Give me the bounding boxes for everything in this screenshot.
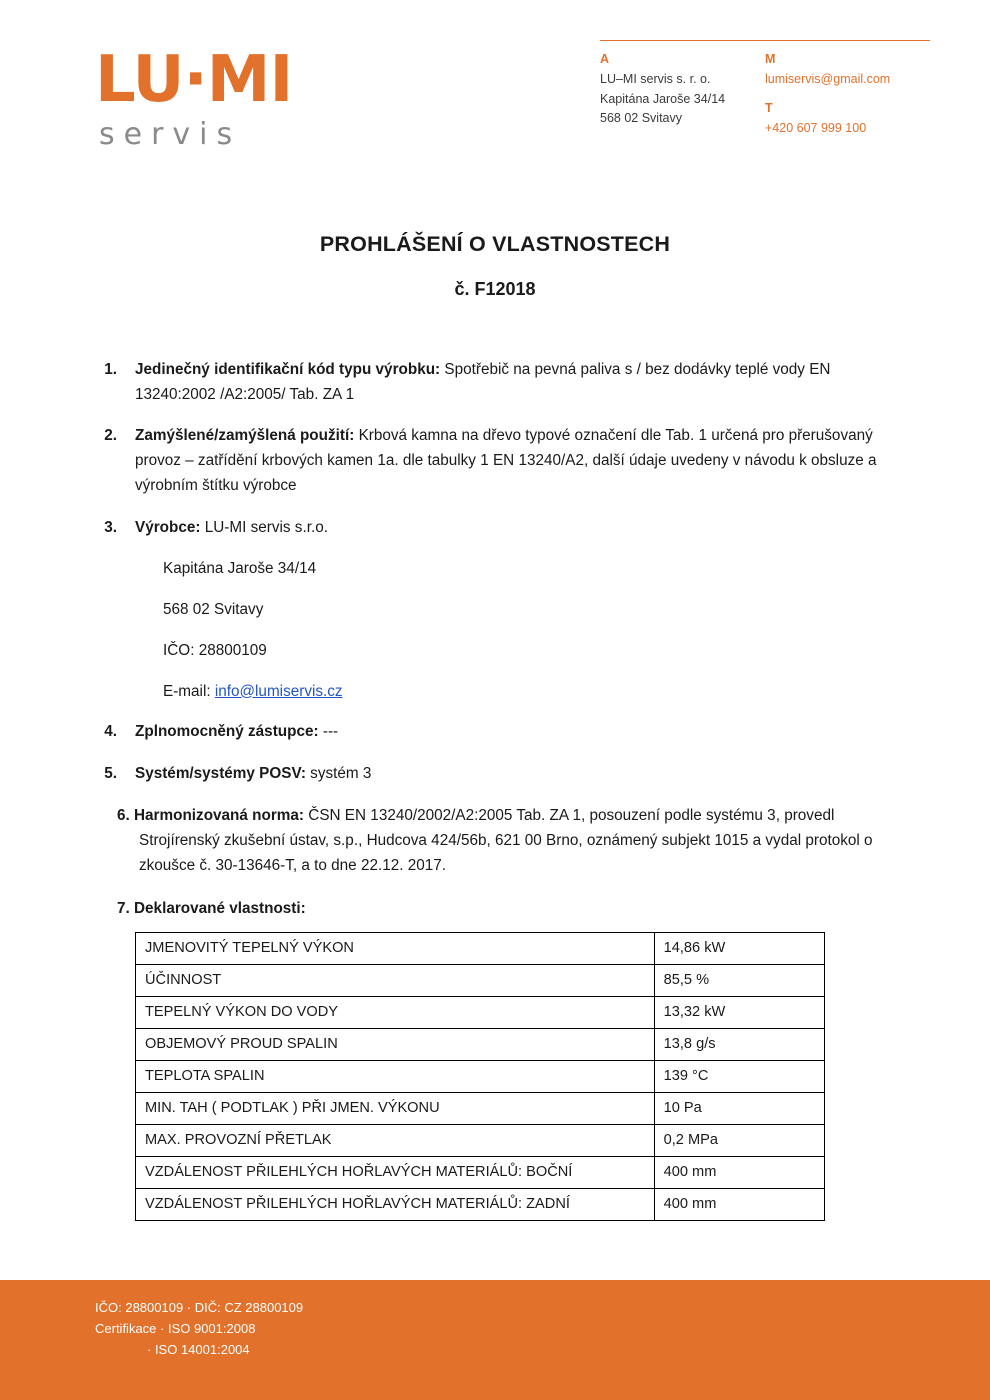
item-body xyxy=(135,516,895,541)
list-item xyxy=(95,516,895,541)
manufacturer-street: Kapitána Jaroše 34/14 xyxy=(163,560,317,578)
property-value: 13,8 g/s xyxy=(654,1029,824,1061)
item-text: LU-MI servis s.r.o. xyxy=(200,518,328,536)
logo-wordmark: LU·MI xyxy=(95,43,293,117)
property-value: 85,5 % xyxy=(654,965,824,997)
footer-identifiers: IČO: 28800109 · DIČ: CZ 28800109 xyxy=(95,1300,304,1315)
contact-spacer xyxy=(765,90,930,99)
email-link[interactable]: info@lumiservis.cz xyxy=(214,682,343,700)
table-row xyxy=(136,997,825,1029)
item-body xyxy=(135,358,895,408)
table-row xyxy=(136,965,825,997)
item-body xyxy=(135,424,895,498)
list-item xyxy=(95,762,895,787)
item-7-label: 7. Deklarované vlastnosti: xyxy=(117,900,306,918)
item-number: 5. xyxy=(104,765,117,783)
manufacturer-ico: IČO: 28800109 xyxy=(163,641,267,659)
item-label: Jedinečný identifikační kód typu výrobku: xyxy=(135,360,441,378)
table-row xyxy=(136,933,825,965)
property-value: 14,86 kW xyxy=(654,933,824,965)
list-item xyxy=(95,720,895,745)
item-number: 2. xyxy=(104,427,117,445)
page-header xyxy=(0,0,990,152)
contact-block xyxy=(600,40,930,139)
item-6-label: 6. Harmonizovaná norma: xyxy=(117,806,305,824)
contact-company: LU–MI servis s. r. o. xyxy=(600,72,711,87)
declaration-items xyxy=(95,358,895,541)
company-logo xyxy=(95,40,515,152)
list-item xyxy=(95,358,895,408)
property-value: 13,32 kW xyxy=(654,997,824,1029)
contact-address-label: A xyxy=(600,52,610,66)
property-name: MIN. TAH ( PODTLAK ) PŘI JMEN. VÝKONU xyxy=(136,1093,655,1125)
document-body xyxy=(0,232,990,1221)
item-text: systém 3 xyxy=(305,765,372,783)
document-number: č. F12018 xyxy=(454,278,536,299)
item-6-paragraph xyxy=(117,804,895,878)
table-row xyxy=(136,1189,825,1221)
item-text: --- xyxy=(318,723,339,741)
manufacturer-email-row xyxy=(163,680,895,705)
contact-city: 568 02 Svitavy xyxy=(600,111,682,126)
property-name: VZDÁLENOST PŘILEHLÝCH HOŘLAVÝCH MATERIÁLŮ: BOČNÍ xyxy=(136,1157,655,1189)
item-label: Výrobce: xyxy=(135,518,201,536)
table-row xyxy=(136,1061,825,1093)
page-title: PROHLÁŠENÍ O VLASTNOSTECH xyxy=(319,231,671,256)
manufacturer-address xyxy=(95,557,895,704)
item-number: 3. xyxy=(104,518,117,536)
property-value: 400 mm xyxy=(654,1157,824,1189)
logo-subtext: servis xyxy=(99,116,242,152)
table-row xyxy=(136,1093,825,1125)
email-label: E-mail: xyxy=(163,682,215,700)
property-name: ÚČINNOST xyxy=(136,965,655,997)
table-row xyxy=(136,1125,825,1157)
item-number: 4. xyxy=(104,723,117,741)
contact-street: Kapitána Jaroše 34/14 xyxy=(600,91,726,106)
property-name: VZDÁLENOST PŘILEHLÝCH HOŘLAVÝCH MATERIÁLŮ: ZADNÍ xyxy=(136,1189,655,1221)
footer-certification-1: Certifikace · ISO 9001:2008 xyxy=(95,1320,256,1336)
manufacturer-city: 568 02 Svitavy xyxy=(163,601,264,619)
item-text: Spotřebič na pevná paliva s / bez dodávky teplé vody EN 13240:2002 /A2:2005/ Tab. ZA 1 xyxy=(135,360,831,403)
property-value: 400 mm xyxy=(654,1189,824,1221)
property-name: MAX. PROVOZNÍ PŘETLAK xyxy=(136,1125,655,1157)
declared-properties-table xyxy=(135,932,825,1221)
property-name: OBJEMOVÝ PROUD SPALIN xyxy=(136,1029,655,1061)
contact-comm-column xyxy=(765,50,930,139)
contact-email[interactable]: lumiservis@gmail.com xyxy=(765,72,891,87)
item-body xyxy=(135,720,895,745)
contact-phone[interactable]: +420 607 999 100 xyxy=(765,121,867,136)
item-number: 1. xyxy=(104,360,117,378)
page-footer xyxy=(0,1280,990,1400)
item-body xyxy=(135,762,895,787)
item-6-text: ČSN EN 13240/2002/A2:2005 Tab. ZA 1, posouzení podle systému 3, provedl Strojírenský zkušební ústav, s.p., Hudcova 424/56b, 621 00 Brno, oznámený subjekt 1015 a vydal protokol o zkoušce č. 30-13646-T, a to dne 22.12. 2017. xyxy=(139,806,873,874)
property-value: 139 °C xyxy=(654,1061,824,1093)
declaration-items-cont xyxy=(95,720,895,787)
contact-address-column xyxy=(600,50,765,139)
item-label: Systém/systémy POSV: xyxy=(135,765,306,783)
property-name: JMENOVITÝ TEPELNÝ VÝKON xyxy=(136,933,655,965)
item-label: Zamýšlené/zamýšlená použití: xyxy=(135,427,355,445)
property-value: 0,2 MPa xyxy=(654,1125,824,1157)
property-name: TEPLOTA SPALIN xyxy=(136,1061,655,1093)
contact-phone-label: T xyxy=(765,100,773,115)
contact-mail-label: M xyxy=(765,52,776,66)
table-row xyxy=(136,1029,825,1061)
property-name: TEPELNÝ VÝKON DO VODY xyxy=(136,997,655,1029)
item-text: Krbová kamna na dřevo typové označení dle Tab. 1 určená pro přerušovaný provoz – zatřídění krbových kamen 1a. dle tabulky 1 EN 13240/A2, další údaje uvedeny v návodu k obsluze a výrobním štítku výrobce xyxy=(135,427,877,494)
property-value: 10 Pa xyxy=(654,1093,824,1125)
footer-certification-2: · ISO 14001:2004 xyxy=(147,1341,250,1357)
item-label: Zplnomocněný zástupce: xyxy=(135,723,319,741)
list-item xyxy=(95,424,895,498)
table-row xyxy=(136,1157,825,1189)
